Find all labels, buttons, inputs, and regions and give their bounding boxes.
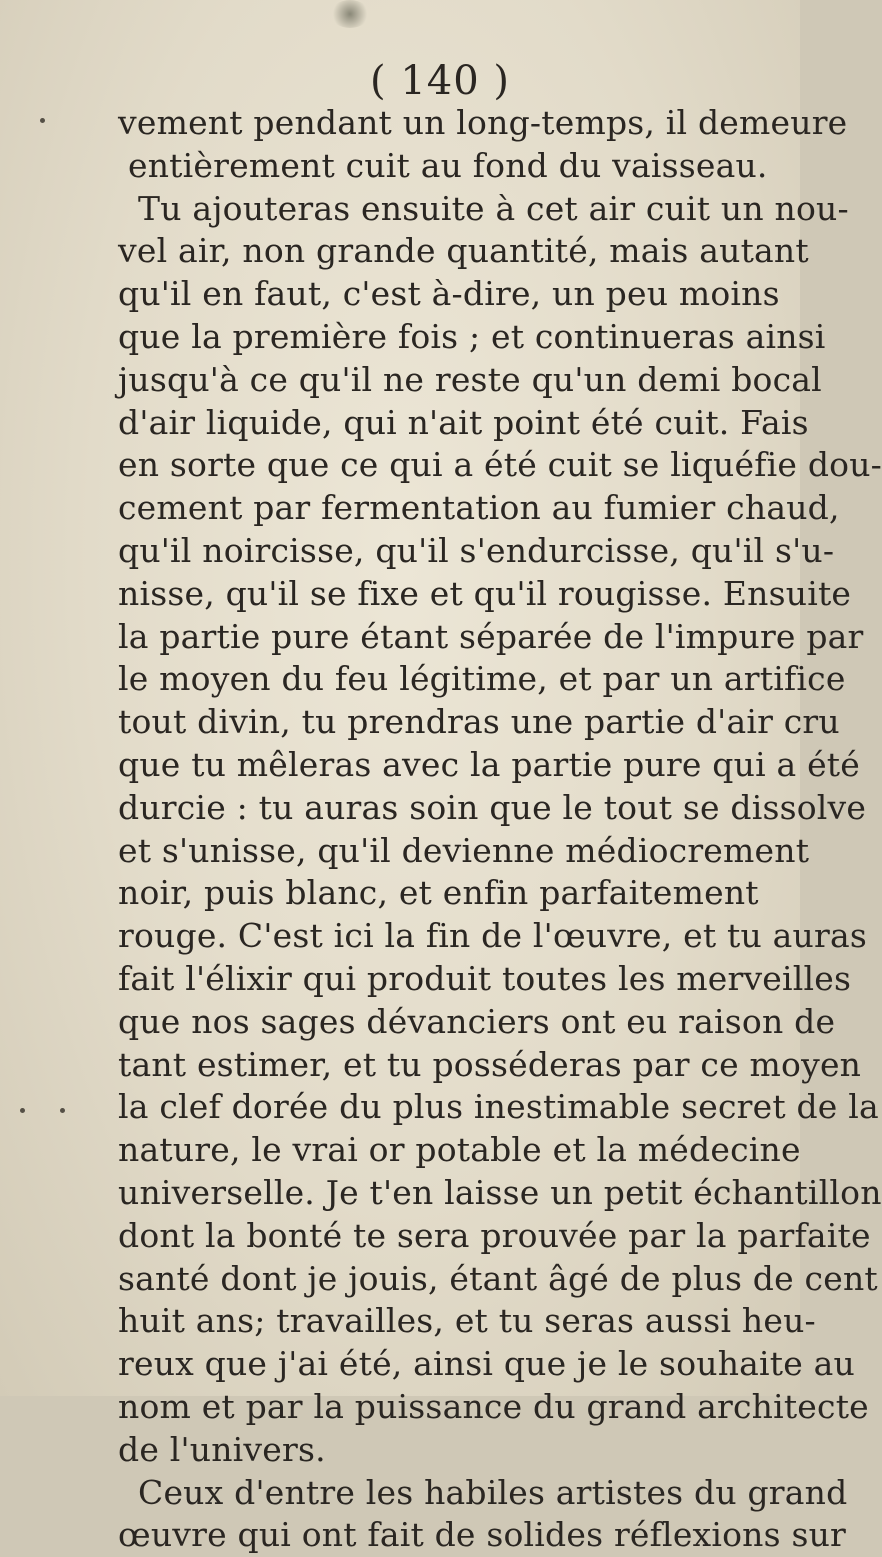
- text-line: durcie : tu auras soin que le tout se dissolve: [118, 787, 867, 827]
- page-number: ( 140 ): [370, 58, 510, 104]
- text-line: noir, puis blanc, et enfin parfaitement: [118, 873, 759, 913]
- text-line: d'air liquide, qui n'ait point été cuit. Fais: [118, 402, 809, 442]
- ink-blot: [330, 0, 370, 28]
- margin-mark: [20, 1108, 25, 1113]
- text-line: et s'unisse, qu'il devienne médiocrement: [118, 830, 810, 870]
- margin-mark: [40, 118, 45, 123]
- text-line: entièrement cuit au fond du vaisseau.: [128, 145, 768, 185]
- text-line: que tu mêleras avec la partie pure qui a été: [118, 744, 861, 784]
- text-line: vel air, non grande quantité, mais autant: [118, 231, 809, 271]
- text-line: Ceux d'entre les habiles artistes du grand: [138, 1472, 848, 1512]
- text-line: cement par fermentation au fumier chaud,: [118, 488, 840, 528]
- text-line: santé dont je jouis, étant âgé de plus de cent: [118, 1258, 878, 1298]
- body-text: [118, 102, 882, 1557]
- text-line: de l'univers.: [118, 1429, 326, 1469]
- text-line: qu'il noircisse, qu'il s'endurcisse, qu'il s'u-: [118, 530, 835, 570]
- text-line: rouge. C'est ici la fin de l'œuvre, et tu auras: [118, 916, 867, 956]
- text-line: jusqu'à ce qu'il ne reste qu'un demi bocal: [118, 359, 822, 399]
- text-line: Tu ajouteras ensuite à cet air cuit un nou-: [138, 188, 849, 228]
- text-line: nom et par la puissance du grand architecte: [118, 1386, 869, 1426]
- text-line: reux que j'ai été, ainsi que je le souhaite au: [118, 1344, 856, 1384]
- text-line: œuvre qui ont fait de solides réflexions sur: [118, 1515, 847, 1555]
- text-line: universelle. Je t'en laisse un petit échantillon: [118, 1172, 882, 1212]
- text-line: la clef dorée du plus inestimable secret de la: [118, 1087, 879, 1127]
- text-line: fait l'élixir qui produit toutes les merveilles: [118, 958, 852, 998]
- text-line: vement pendant un long-temps, il demeure: [118, 103, 848, 142]
- text-line: en sorte que ce qui a été cuit se liquéfie dou-: [118, 445, 882, 485]
- text-line: nature, le vrai or potable et la médecine: [118, 1130, 801, 1170]
- text-line: le moyen du feu légitime, et par un artifice: [118, 659, 846, 699]
- text-line: nisse, qu'il se fixe et qu'il rougisse. Ensuite: [118, 573, 852, 613]
- text-line: dont la bonté te sera prouvée par la parfaite: [118, 1215, 871, 1255]
- text-line: huit ans; travailles, et tu seras aussi heu-: [118, 1301, 816, 1341]
- text-line: qu'il en faut, c'est à-dire, un peu moins: [118, 274, 780, 314]
- text-line: tant estimer, et tu posséderas par ce moyen: [118, 1044, 862, 1084]
- text-line: que la première fois ; et continueras ainsi: [118, 316, 826, 356]
- text-line: que nos sages dévanciers ont eu raison de: [118, 1001, 836, 1041]
- margin-mark: [60, 1108, 65, 1113]
- text-line: tout divin, tu prendras une partie d'air cru: [118, 702, 840, 742]
- text-line: la partie pure étant séparée de l'impure par: [118, 616, 864, 656]
